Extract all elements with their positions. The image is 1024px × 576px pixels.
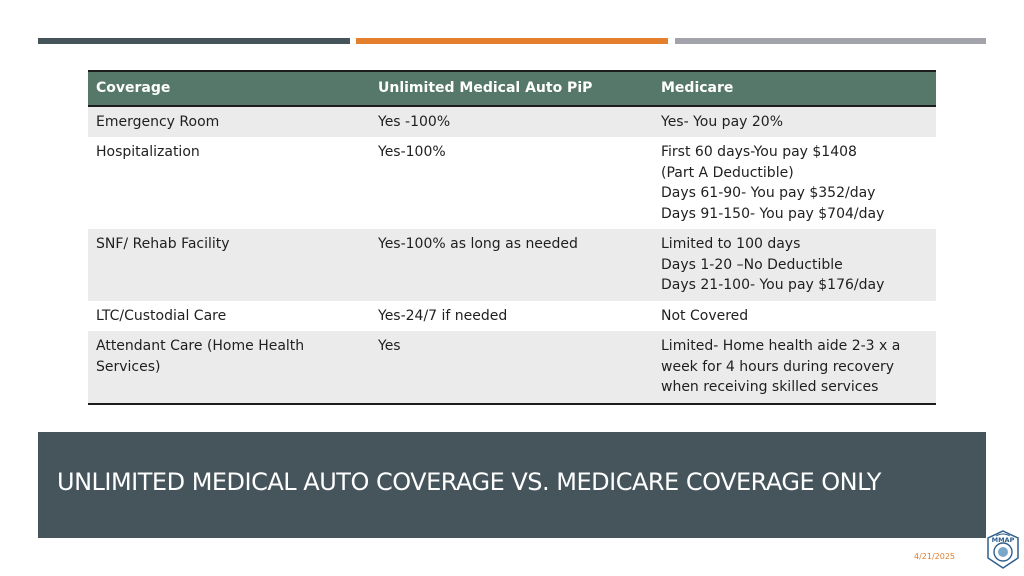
cell-medicare [653,301,936,332]
coverage-comparison-table [88,70,936,405]
table-row-emergency-room [88,106,936,138]
cell-medicare [653,106,936,138]
cell-line: SNF/ Rehab Facility [96,236,230,252]
coverage-comparison-table-container [88,70,936,405]
cell-coverage [88,106,370,138]
mmap-logo-icon [986,530,1020,570]
cell-auto-pip [370,106,653,138]
cell-line: Yes-100% as long as needed [378,236,578,252]
cell-line: Yes-24/7 if needed [378,307,508,324]
table-row-hospitalization [88,137,936,229]
cell-line: Yes- You pay 20% [661,113,784,130]
cell-line: (Part A Deductible) [661,164,794,181]
cell-line: Limited- Home health aide 2-3 x a [661,338,901,354]
cell-line: Days 1-20 –No Deductible [661,256,843,273]
accent-bar-gray [675,38,986,44]
cell-coverage [88,301,370,332]
slide-title: UNLIMITED MEDICAL AUTO COVERAGE VS. MEDICARE COVERAGE ONLY [57,468,881,496]
accent-bar-dark [38,38,350,44]
cell-line: when receiving skilled services [661,379,879,395]
cell-line: Days 61-90- You pay $352/day [661,185,876,201]
cell-auto-pip [370,229,653,301]
cell-line: Yes [378,338,401,354]
table-row-ltc-custodial [88,301,936,332]
cell-auto-pip [370,301,653,332]
cell-line: Yes -100% [378,113,451,130]
cell-line: Limited to 100 days [661,236,801,252]
table-header [88,71,936,106]
table-row-attendant-care [88,331,936,404]
cell-line: Days 91-150- You pay $704/day [661,205,885,222]
table-body [88,106,936,404]
cell-coverage [88,229,370,301]
table-row-snf-rehab [88,229,936,301]
cell-line: LTC/Custodial Care [96,307,227,324]
slide-date: 4/21/2025 [914,552,956,561]
cell-auto-pip [370,137,653,229]
cell-line: First 60 days-You pay $1408 [661,144,857,160]
cell-auto-pip [370,331,653,404]
cell-line: Days 21-100- You pay $176/day [661,277,885,293]
title-banner [38,432,986,538]
logo-text: MMAP [991,536,1015,544]
cell-medicare [653,331,936,404]
cell-coverage [88,331,370,404]
cell-line: Services) [96,358,161,375]
cell-coverage [88,137,370,229]
cell-line: Hospitalization [96,144,200,160]
cell-line: Emergency Room [96,113,220,130]
top-accent-bars [38,38,986,44]
header-coverage: Coverage [96,80,171,96]
accent-bar-orange [356,38,668,44]
cell-medicare [653,137,936,229]
cell-line: Not Covered [661,307,749,324]
cell-line: week for 4 hours during recovery [661,358,894,375]
table-header-row [88,71,936,106]
cell-line: Attendant Care (Home Health [96,338,305,354]
cell-line: Yes-100% [378,144,446,160]
header-medicare: Medicare [661,80,734,96]
header-auto-pip: Unlimited Medical Auto PiP [378,80,593,96]
cell-medicare [653,229,936,301]
